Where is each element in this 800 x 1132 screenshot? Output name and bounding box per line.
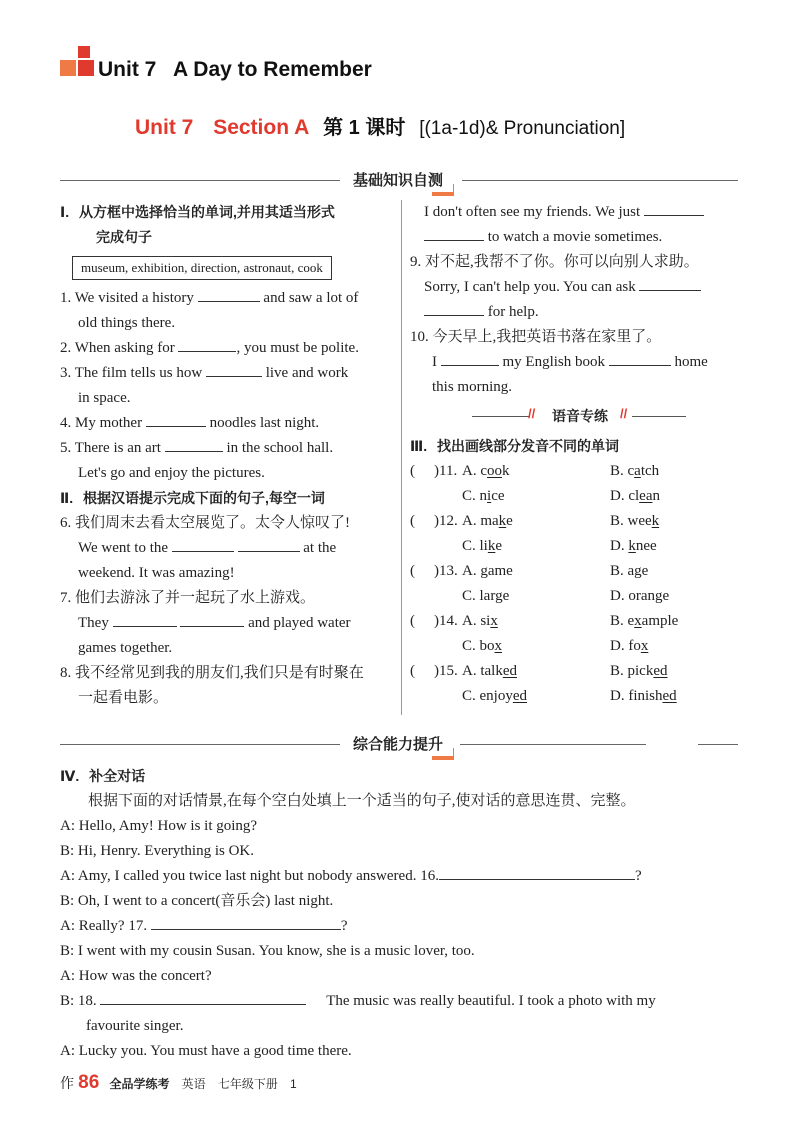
dialog-line-8b: The music was really beautiful. I took a photo with my: [326, 993, 656, 1009]
dialog-line-1: A: Hello, Amy! How is it going?: [60, 818, 258, 834]
q8-cn-1: 8. 我不经常见到我的朋友们,我们只是有时聚在: [60, 665, 364, 681]
pron-question-cont: [410, 634, 740, 659]
q10-b: my English book: [502, 354, 606, 370]
answer-blank[interactable]: [424, 226, 484, 241]
answer-blank[interactable]: [609, 351, 671, 366]
option-text: D. fo: [610, 638, 641, 654]
banner2-rule-left: [60, 744, 340, 745]
unit-label: Unit 7: [135, 116, 194, 139]
banner-rule-right: [462, 180, 738, 181]
option-text: tch: [640, 463, 660, 479]
dialog-line-4: B: Oh, I went to a concert(音乐会) last night.: [60, 893, 334, 909]
banner2-rule-right: [460, 744, 646, 745]
pron-rule-right: [632, 416, 686, 417]
part3-title: 找出画线部分发音不同的单词: [437, 438, 620, 454]
option-a: [462, 659, 517, 684]
answer-blank[interactable]: [151, 915, 341, 930]
answer-blank[interactable]: [424, 301, 484, 316]
option-text: e: [495, 538, 503, 554]
answer-paren[interactable]: (: [410, 613, 415, 629]
underlined-letters: oo: [487, 463, 502, 479]
option-a: [462, 459, 510, 484]
option-text: A. si: [462, 613, 491, 629]
q8-a: I don't often see my friends. We just: [424, 204, 641, 220]
dialog-line-5: A: Really? 17.: [60, 918, 148, 934]
column-divider: [401, 200, 402, 715]
footer-prefix: 作: [60, 1075, 74, 1091]
answer-blank[interactable]: [439, 865, 635, 880]
underlined-letters: k: [628, 538, 636, 554]
q8-cn-2: 一起看电影。: [78, 690, 169, 706]
option-text: B. wee: [610, 513, 652, 529]
q4-a: 4. My mother: [60, 415, 143, 431]
banner-rule-left: [60, 180, 340, 181]
double-slash-icon: //: [620, 406, 628, 421]
right-column: [410, 200, 740, 709]
section-heading: [135, 111, 625, 140]
underlined-letters: k: [651, 513, 660, 529]
dialog-line-2: B: Hi, Henry. Everything is OK.: [60, 843, 255, 859]
option-b: [610, 659, 668, 684]
option-text: C. bo: [462, 638, 495, 654]
underlined-letters: x: [634, 613, 642, 629]
option-text: C. n: [462, 488, 488, 504]
option-text: ample: [641, 613, 679, 629]
pron-question-cont: [410, 484, 740, 509]
pron-question: [410, 609, 740, 634]
page-number: 86: [78, 1072, 100, 1093]
underlined-letters: k: [498, 513, 507, 529]
banner-pron-row: [410, 400, 740, 434]
word-box: [72, 256, 332, 280]
answer-blank[interactable]: [178, 337, 236, 352]
q5-b: in the school hall.: [226, 440, 334, 456]
option-text: D. oran: [610, 588, 655, 604]
underlined-letters: x: [640, 638, 649, 654]
question-number: )12.: [434, 513, 458, 529]
pron-question: [410, 659, 740, 684]
q10-c: home: [674, 354, 708, 370]
subject: 英语: [181, 1077, 206, 1091]
q6-b: at the: [303, 540, 337, 556]
option-d: [610, 534, 657, 559]
q3-b: live and work: [265, 365, 349, 381]
q4-b: noodles last night.: [209, 415, 320, 431]
option-text: A. c: [462, 463, 487, 479]
pron-question: [410, 559, 740, 584]
answer-paren[interactable]: (: [410, 463, 415, 479]
option-text: B. a: [610, 563, 635, 579]
double-slash-icon: //: [528, 406, 536, 421]
answer-blank[interactable]: [180, 612, 244, 627]
part2-title: 根据汉语提示完成下面的句子,每空一词: [83, 490, 325, 506]
q2-a: 2. When asking for: [60, 340, 175, 356]
option-b: [610, 559, 648, 584]
answer-blank[interactable]: [441, 351, 499, 366]
banner-basic: 基础知识自测: [343, 170, 453, 192]
q1-b: and saw a lot of: [263, 290, 359, 306]
q7-cn: 7. 他们去游泳了并一起玩了水上游戏。: [60, 590, 316, 606]
q3-c: in space.: [78, 390, 131, 406]
option-d: [610, 684, 677, 709]
question-number: )11.: [434, 463, 458, 479]
answer-paren[interactable]: (: [410, 563, 415, 579]
pron-list: [410, 459, 740, 709]
option-d: [610, 484, 660, 509]
option-text: e: [502, 588, 510, 604]
option-text: e: [641, 563, 649, 579]
answer-blank[interactable]: [113, 612, 177, 627]
part1-title-2: 完成句子: [96, 229, 152, 245]
underlined-letters: ed: [502, 663, 517, 679]
part1-num: Ⅰ.: [60, 204, 70, 220]
option-text: ce: [491, 488, 505, 504]
section-label: Section A: [213, 116, 310, 139]
lesson-label: 第 1 课时: [323, 117, 406, 139]
answer-blank[interactable]: [644, 201, 704, 216]
option-text: C. lar: [462, 588, 496, 604]
option-text: C. li: [462, 538, 488, 554]
question-number: )13.: [434, 563, 458, 579]
option-text: B. c: [610, 463, 635, 479]
q2-b: , you must be polite.: [236, 340, 359, 356]
answer-paren[interactable]: (: [410, 663, 415, 679]
q6-c: weekend. It was amazing!: [78, 565, 235, 581]
answer-blank[interactable]: [206, 362, 262, 377]
option-text: A. talk: [462, 663, 503, 679]
underlined-letters: x: [494, 638, 503, 654]
underlined-letters: i: [487, 488, 492, 504]
option-a: [462, 609, 498, 634]
option-a: [462, 509, 513, 534]
underlined-letters: g: [495, 588, 503, 604]
option-text: ame: [487, 563, 513, 579]
part2-num: Ⅱ.: [60, 490, 74, 506]
option-text: A.: [462, 563, 481, 579]
q8-b: to watch a movie sometimes.: [487, 229, 663, 245]
pron-question-cont: [410, 584, 740, 609]
part1-title: 从方框中选择恰当的单词,并用其适当形式: [79, 204, 335, 220]
option-text: B. pick: [610, 663, 654, 679]
dialog-line-3: A: Amy, I called you twice last night but nobody answered. 16.: [60, 868, 439, 884]
option-text: D.: [610, 538, 629, 554]
pron-rule-left: [472, 416, 530, 417]
option-text: B. e: [610, 613, 635, 629]
answer-blank[interactable]: [146, 412, 206, 427]
q9-b: for help.: [487, 304, 539, 320]
option-text: D. cl: [610, 488, 640, 504]
answer-blank[interactable]: [165, 437, 223, 452]
option-c: [462, 634, 502, 659]
footer-num: 1: [290, 1077, 297, 1091]
answer-blank[interactable]: [172, 537, 234, 552]
q9-a: Sorry, I can't help you. You can ask: [424, 279, 636, 295]
option-text: nee: [635, 538, 657, 554]
question-number: )15.: [434, 663, 458, 679]
underlined-letters: g: [480, 563, 488, 579]
dialog-line-3-end: ?: [634, 868, 642, 884]
q7-a: They: [78, 615, 109, 631]
option-a: [462, 559, 513, 584]
q5-a: 5. There is an art: [60, 440, 161, 456]
answer-blank[interactable]: [238, 537, 300, 552]
q6-cn: 6. 我们周末去看太空展览了。太令人惊叹了!: [60, 515, 350, 531]
banner-pron: 语音专练: [552, 408, 608, 424]
underlined-letters: g: [655, 588, 663, 604]
option-text: e: [506, 513, 513, 529]
option-b: [610, 609, 678, 634]
dialog-line-6: B: I went with my cousin Susan. You know, she is a music lover, too.: [60, 943, 475, 959]
underlined-letters: x: [490, 613, 498, 629]
option-d: [610, 634, 648, 659]
question-number: )14.: [434, 613, 458, 629]
option-text: C. enjoy: [462, 688, 513, 704]
unit-title: Unit 7 A Day to Remember: [98, 58, 372, 81]
option-d: [610, 584, 669, 609]
underlined-letters: ed: [653, 663, 668, 679]
q9-cn: 9. 对不起,我帮不了你。你可以向别人求助。: [410, 254, 699, 270]
q6-a: We went to the: [78, 540, 169, 556]
option-text: A. ma: [462, 513, 499, 529]
q1-c: old things there.: [78, 315, 176, 331]
part4-num: Ⅳ.: [60, 768, 80, 784]
pron-question-cont: [410, 684, 740, 709]
part4-instruction: 根据下面的对话情景,在每个空白处填上一个适当的句子,使对话的意思连贯、完整。: [88, 793, 636, 809]
q1-a: 1. We visited a history: [60, 290, 194, 306]
part3-num: Ⅲ.: [410, 438, 428, 454]
left-column: [60, 200, 396, 711]
q10-d: this morning.: [432, 379, 513, 395]
answer-blank[interactable]: [198, 287, 260, 302]
q3-a: 3. The film tells us how: [60, 365, 203, 381]
lesson-range: [(1a-1d)& Pronunciation]: [419, 118, 626, 139]
pron-question-cont: [410, 534, 740, 559]
option-text: D. finish: [610, 688, 663, 704]
q10-a: I: [432, 354, 437, 370]
option-text: e: [662, 588, 670, 604]
dialog-line-9: A: Lucky you. You must have a good time there.: [60, 1043, 352, 1059]
banner-comp: 综合能力提升: [343, 734, 453, 756]
pron-question: [410, 459, 740, 484]
q7-c: games together.: [78, 640, 173, 656]
grade: 七年级下册: [217, 1077, 278, 1091]
answer-paren[interactable]: (: [410, 513, 415, 529]
dialog-line-8a: B: 18.: [60, 993, 97, 1009]
part4-title: 补全对话: [89, 768, 146, 784]
option-b: [610, 509, 659, 534]
option-c: [462, 534, 502, 559]
option-text: n: [652, 488, 660, 504]
q5-c: Let's go and enjoy the pictures.: [78, 465, 265, 481]
dialog-line-8c: favourite singer.: [86, 1018, 184, 1034]
option-text: k: [502, 463, 510, 479]
underlined-letters: k: [487, 538, 496, 554]
dialog-line-7: A: How was the concert?: [60, 968, 212, 984]
option-c: [462, 684, 527, 709]
part4: [60, 764, 740, 1064]
book-name: 全品学练考: [109, 1077, 170, 1091]
underlined-letters: ea: [639, 488, 653, 504]
underlined-letters: ed: [512, 688, 528, 704]
option-c: [462, 584, 509, 609]
word-box-text: museum, exhibition, direction, astronaut, cook: [81, 260, 323, 275]
underlined-letters: g: [634, 563, 642, 579]
option-c: [462, 484, 505, 509]
q10-cn: 10. 今天早上,我把英语书落在家里了。: [410, 329, 662, 345]
dialog-line-5-end: ?: [340, 918, 348, 934]
answer-blank[interactable]: [639, 276, 701, 291]
underlined-letters: a: [634, 463, 641, 479]
banner2-rule-end: [698, 744, 738, 745]
answer-blank[interactable]: [100, 990, 306, 1005]
footer: [60, 1072, 297, 1094]
pron-question: [410, 509, 740, 534]
underlined-letters: ed: [662, 688, 677, 704]
corner-logo: [60, 46, 100, 86]
option-b: [610, 459, 659, 484]
q7-b: and played water: [248, 615, 351, 631]
